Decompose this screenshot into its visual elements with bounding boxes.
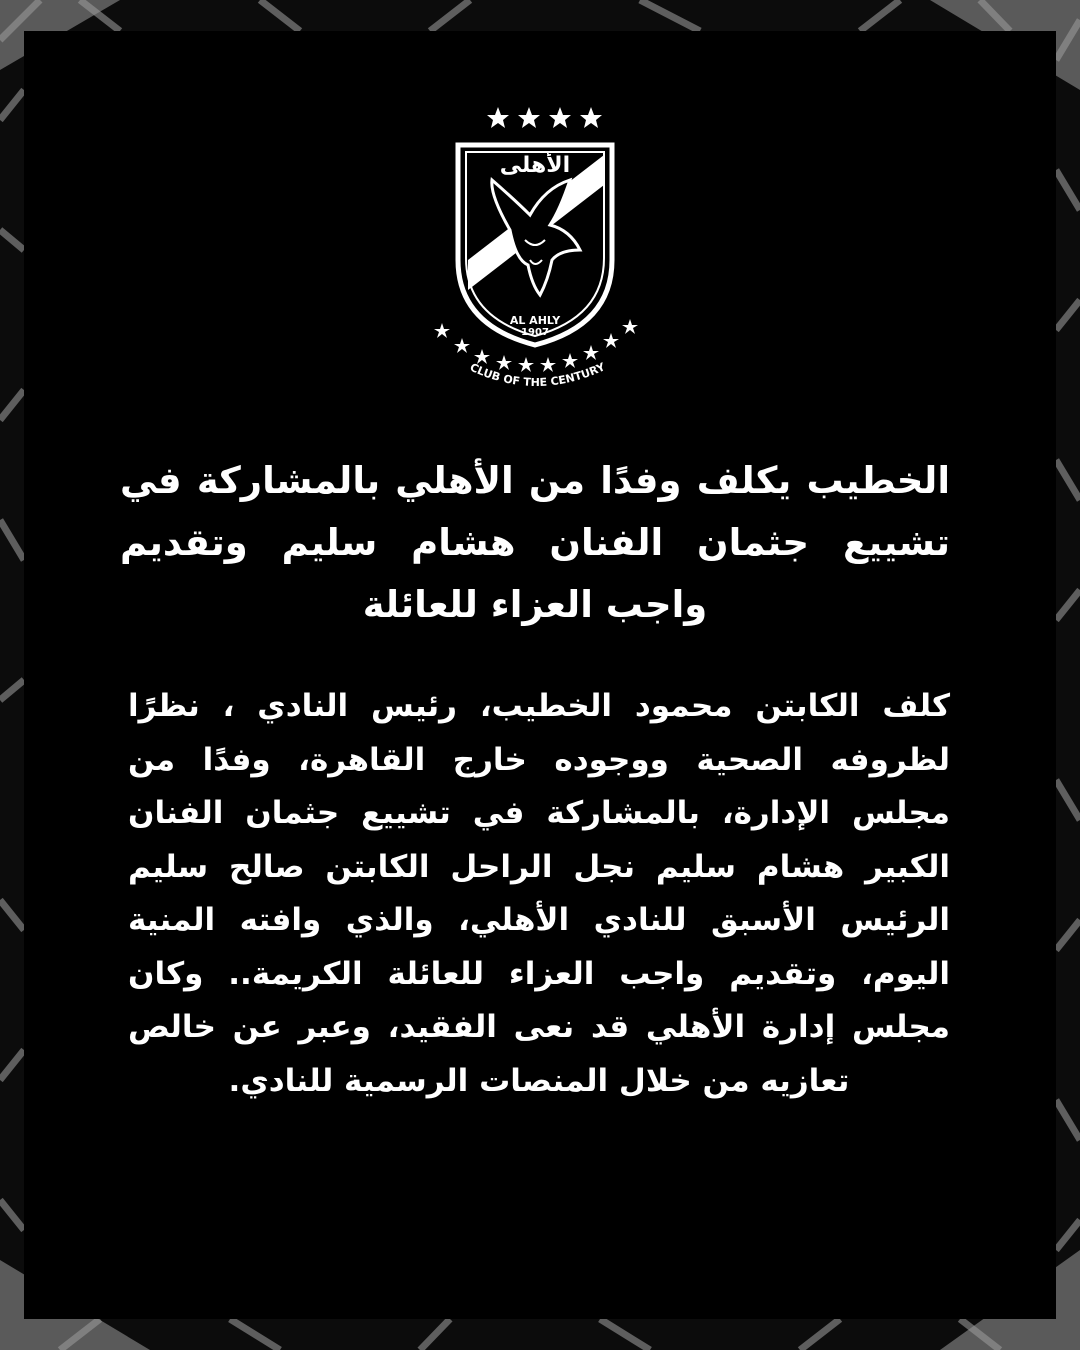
headline: الخطيب يكلف وفدًا من الأهلي بالمشاركة في تشييع جثمان الفنان هشام سليم وتقديم واجب العزاء للعائلة [120,459,950,626]
al-ahly-crest-icon [420,100,650,400]
crest-club-name: AL AHLY [509,314,561,327]
statement-body: كلف الكابتن محمود الخطيب، رئيس النادي ، نظرًا لظروفه الصحية ووجوده خارج القاهرة، وفدًا من مجلس الإدارة، بالمشاركة في تشييع جثمان الفنان الكبير هشام سليم نجل الراحل الكابتن صالح سليم الرئيس الأسبق للنادي الأهلي، والذي وافته المنية اليوم، وتقديم واجب العزاء للعائلة الكريمة.. وكان مجلس إدارة الأهلي قد نعى الفقيد، وعبر عن خالص تعازيه من خلال المنصات الرسمية للنادي. [128,688,950,1099]
crest-year: 1907 [521,327,549,338]
crest-arabic-name: الأهلى [499,153,571,178]
crest-motto: CLUB OF THE CENTURY [467,360,607,390]
